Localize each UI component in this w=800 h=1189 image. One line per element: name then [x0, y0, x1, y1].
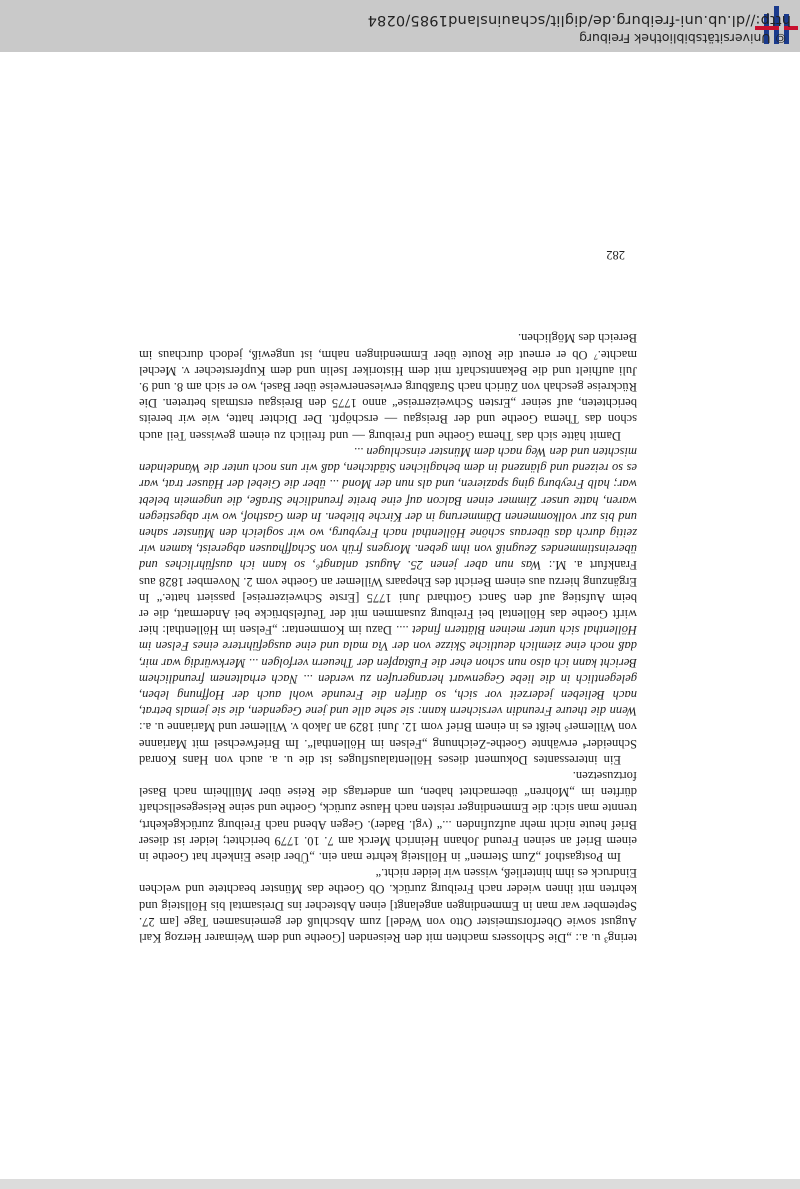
paragraph-text: tering³ u. a.: „Die Schlossers machten mit den Reisenden [Goethe und dem Weimarer Herzog Karl August sowie Oberforstmeister Otto von Wedel] zum Abschluß der gemeinsamen Tage [am 27. September war man in Emmendingen angelangt] einen Abstecher ins Dreisamtal bis Höllsteig und kehrten mit ihnen wieder nach Freiburg zurück. Ob Goethe das Münster beachtete und welchen Eindruck es ihm hinterließ, wissen wir leider nicht.“: [139, 866, 637, 945]
paragraph: [139, 330, 637, 443]
viewer-bottom-strip: [0, 1179, 800, 1189]
quoted-italic-text: Was nun aber jenen 25. August anlangt⁶, so kann ich ausführliches und übereinstimmendes Zeugniß von ihm geben. Morgens früh von Schaffhausen abgereist, kamen wir zeitig durch das überaus schöne Höllenthal nach Freyburg, wo wir sogleich den Münster sahen und bis zur vollkommenen Dämmerung in der Kirche blieben. In dem Gasthof, wo wir abgestiegen waren, hatte unser Zimmer einen Balcon auf eine breite freundliche Straße, die ungemein belebt war; halb Freyburg ging spazieren, und als nun der Mond ... über die Giebel der Häuser trat, war es so reizend und glänzend in dem behaglichen Städtchen, daß wir uns noch unter die Wandelnden mischten und den Weg nach dem Münster einschlugen ...: [139, 444, 637, 573]
paragraph: [139, 865, 637, 946]
paragraph-text: Ein interessantes Dokument dieses Höllentalausfluges ist die u. a. auch von Hans Konrad Schneider⁴ erwähnte Goethe-Zeichnung „Felsen im Höllenthal“. Im Briefwechsel mit Marianne von Willemer⁵ heißt es in einem Brief vom 12. Juni 1829 an Jakob v. Willemer und Marianne u. a.:: [139, 720, 637, 767]
paragraph: [139, 444, 637, 768]
paragraph: [139, 768, 637, 865]
footer-url-link[interactable]: http://dl.ub.uni-freiburg.de/diglit/schauinsland1985/0284: [367, 12, 791, 28]
paragraph-text: Damit hätte sich das Thema Goethe und Freiburg — und freilich zu einem gewissen Teil auch schon das Thema Goethe und der Breisgau — erschöpft. Der Dichter hatte, wie wir bereits berichteten, auf seiner „Ersten Schweizerreise“ anno 1775 den Breisgau erstmals betreten. Die Rückreise geschah von Zürich nach Straßburg erwiesenerweise über Basel, wo er sich am 8. und 9. Juli aufhielt und die Bekanntschaft mit dem Historiker Iselin und dem Kupferstecher v. Mechel machte.⁷ Ob er erneut die Route über Emmendingen nahm, ist ungewiß, jedoch durchaus im Bereich des Möglichen.: [139, 331, 637, 443]
paragraph-text: Im Postgasthof „Zum Sternen“ in Höllsteig kehrte man ein. „Über diese Einkehr hat Goethe in einem Brief an seinen Freund Johann Heinrich Merck am 7. 10. 1779 berichtet; leider ist dieser Brief heute nicht mehr aufzufinden ...“ (vgl. Bader). Gegen Abend nach Freiburg zurückgekehrt, trennte man sich: die Emmendinger reisten nach Hause zurück, Goethe und seine Reisegesellschaft dürften im „Mohren“ übernachtet haben, um andertags die Reise über Müllheim nach Basel fortzusetzen.: [139, 768, 637, 864]
quoted-italic-text: Wenn die theure Freundin versichern kann: sie sehe alle und jene Gegenden, die sie jemals betrat, nach Belieben jederzeit vor sich, so dürfen die Freunde wohl auch der Hoffnung leben, gelegentlich in die liebe Gegenwart herangerufen zu werden ... Nach erhaltenem freundlichem Bericht kann ich also nun schon eher die Fußtapfen der Theuern verfolgen ... Merkwürdig war mir, daß noch eine ziemlich deutliche Skizze von der Via mala und eine ausgeführtere eines Felsen im Höllenthal sich unter meinen Blättern findet ....: [139, 623, 637, 719]
footer-copyright: © Universitätsbibliothek Freiburg: [579, 31, 787, 46]
page-body-text: [139, 330, 637, 946]
page-number: 282: [606, 248, 625, 262]
paragraph-text: Dazu im Kommentar: „Felsen im Höllenthal: hier wirft Goethe das Höllental bei Freiburg zusammen mit der Teufelsbrücke bei Andermatt, die er beim Aufstieg auf den Sanct Gotthard Juni 1775 [Erste Schweizerreise] passiert hatte.“ In Ergänzung hierzu aus einem Bericht des Ehepaars Willemer an Goethe vom 2. November 1828 aus Frankfurt a. M.:: [139, 558, 637, 638]
